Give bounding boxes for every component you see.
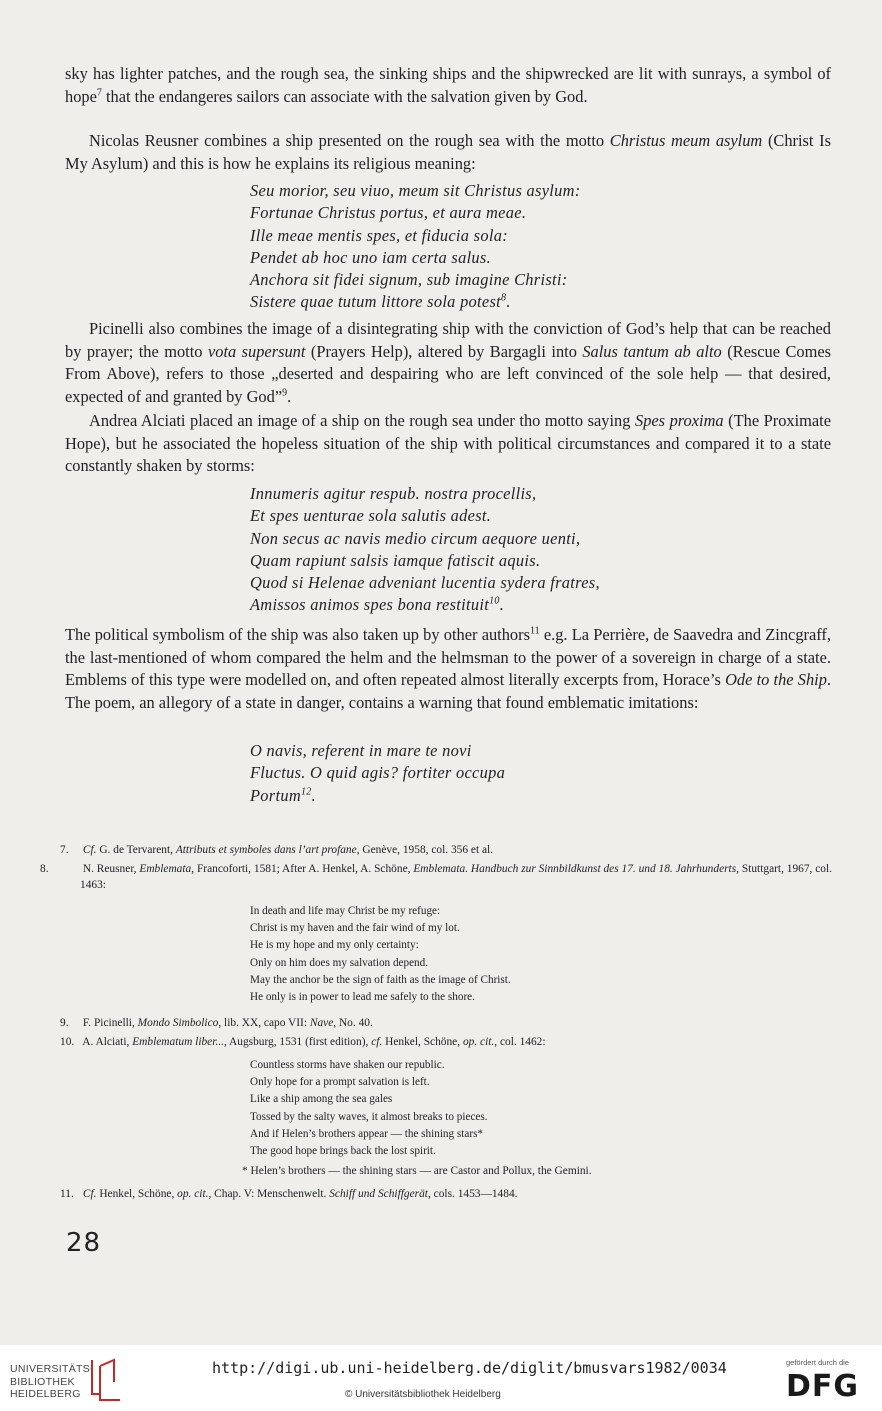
copyright-notice: © Universitätsbibliothek Heidelberg [345,1389,501,1400]
latin-verse-horace: O navis, referent in mare te novi Fluctus. O quid agis? fortiter occupa Portum$^{12}$. [250,741,506,805]
paragraph-3: Picinelli also combines the image of a disintegrating ship with the conviction of God’s help that can be reached by prayer; the motto vota supersunt (Prayers Help), altered by Bargagli into Salus tantum ab alto (Rescue Comes From Above), refers to those „deserted and despairing who are left convinced of the sole help — that desired, expected of and granted by God”$^9$. [65,319,831,406]
document-url-link[interactable]: http://digi.ub.uni-heidelberg.de/diglit/bmusvars1982/0034 [212,1359,727,1377]
dfg-logo: DFG [786,1369,860,1404]
latin-verse-alciati: Innumeris agitur respub. nostra procellis, Et spes uenturae sola salutis adest. Non secus ac navis medio circum aequore uenti, Quam rapiunt salsis iamque fatiscit aquis. Quod si Helenae adveniant lucentia sydera fratres, Amissos animos spes bona restituit$^{10}$. [250,484,600,615]
footnote-10-gemini-note: * Helen’s brothers — the shining stars — are Castor and Pollux, the Gemini. [242,1165,592,1177]
footnote-8: 8. N. Reusner, Emblemata, Francoforti, 1581; After A. Henkel, A. Schöne, Emblemata. Handbuch zur Sinnbildkunst des 17. und 18. Jahrhunderts, Stuttgart, 1967, col. 1463: [40,863,833,891]
page-number: 28 [66,1228,102,1258]
paragraph-4: Andrea Alciati placed an image of a ship on the rough sea under tho motto saying Spes proxima (The Proximate Hope), but he associated the hopeless situation of the ship with political circumstances and compared it to a state constantly shaken by storms: [65,411,831,475]
university-library-logo-icon [86,1358,126,1402]
footnote-10: 10. A. Alciati, Emblematum liber..., Augsburg, 1531 (first edition), cf. Henkel, Schöne, op. cit., col. 1462: [60,1036,546,1048]
paragraph-1: sky has lighter patches, and the rough sea, the sinking ships and the shipwrecked are lit with sunrays, a symbol of hope$^7$ that the endangeres sailors can associate with the salvation given by God. [65,64,831,106]
paragraph-5: The political symbolism of the ship was also taken up by other authors$^{11}$ e.g. La Perrière, de Saavedra and Zincgraff, the last-mentioned of whom compared the helm and the helmsman to the power of a sovereign in charge of a state. Emblems of this type were modelled on, and often repeated almost literally excerpts from, Horace’s Ode to the Ship. The poem, an allegory of a state in danger, contains a warning that found emblematic imitations: [65,625,831,712]
library-name: UNIVERSITÄTS- BIBLIOTHEK HEIDELBERG [10,1363,94,1400]
footnote-7: 7. Cf. G. de Tervarent, Attributs et symboles dans l’art profane, Genève, 1958, col. 356 et al. [60,844,494,856]
paragraph-2: Nicolas Reusner combines a ship presented on the rough sea with the motto Christus meum asylum (Christ Is My Asylum) and this is how he explains its religious meaning: [65,131,831,173]
funding-label: gefördert durch die [786,1358,849,1367]
latin-verse-reusner: Seu morior, seu viuo, meum sit Christus asylum: Fortunae Christus portus, et aura meae. Ille meae mentis spes, et fiducia sola: Pendet ab hoc uno iam certa salus. Anchora sit fidei signum, sub imagine Christi: Sistere quae tutum littore sola potest$^8$. [250,181,581,312]
footnote-10-translation: Countless storms have shaken our republic. Only hope for a prompt salvation is left. Like a ship among the sea gales Tossed by the salty waves, it almost breaks to pieces. And if Helen’s brothers appear — the shining stars* The good hope brings back the lost spirit. [250,1059,488,1158]
footnote-11: 11. Cf. Henkel, Schöne, op. cit., Chap. V: Menschenwelt. Schiff und Schiffgerät, cols. 1453—1484. [60,1188,518,1200]
footnote-8-translation: In death and life may Christ be my refuge: Christ is my haven and the fair wind of my lot. He is my hope and my only certainty: Only on him does my salvation depend. May the anchor be the sign of faith as the image of Christ. He only is in power to lead me safely to the shore. [250,905,511,1004]
footnote-9: 9. F. Picinelli, Mondo Simbolico, lib. XX, capo VII: Nave, No. 40. [60,1017,373,1029]
library-footer [0,1345,882,1411]
